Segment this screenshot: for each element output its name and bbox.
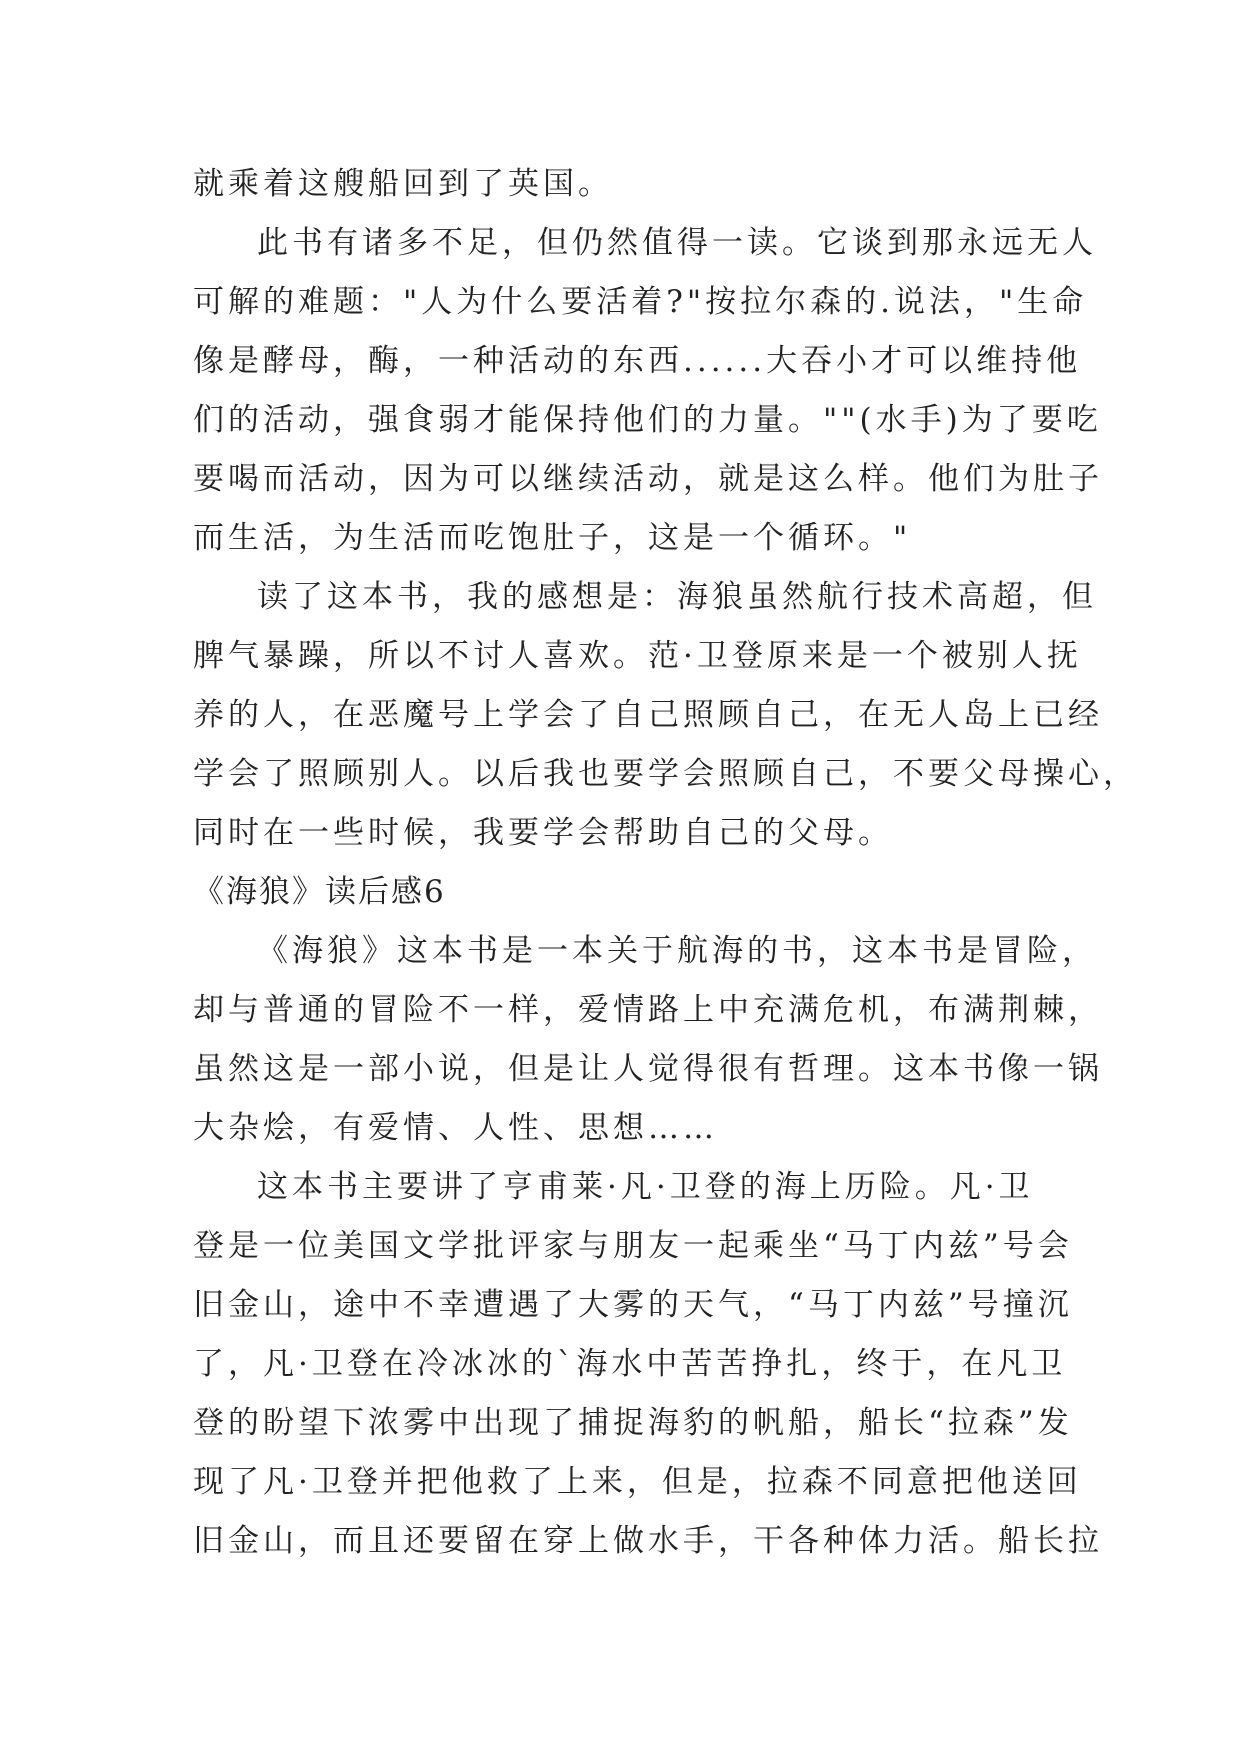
text-line: 此书有诸多不足，但仍然值得一读。它谈到那永远无人 <box>257 225 1097 261</box>
text-line: 像是酵母，酶，一种活动的东西......大吞小才可以维持他 <box>193 343 1082 379</box>
paragraph <box>193 568 1138 863</box>
text-line: 虽然这是一部小说，但是让人觉得很有哲理。这本书像一锅 <box>193 1051 1103 1087</box>
text-line: 登的盼望下浓雾中出现了捕捉海豹的帆船，船长“拉森”发 <box>193 1405 1073 1441</box>
text-line: 登是一位美国文学批评家与朋友一起乘坐“马丁内兹”号会 <box>193 1228 1073 1264</box>
text-line: 这本书主要讲了亨甫莱·凡·卫登的海上历险。凡·卫 <box>257 1169 1034 1205</box>
text-line: 现了凡·卫登并把他救了上来，但是，拉森不同意把他送回 <box>193 1464 1082 1500</box>
text-line: 要喝而活动，因为可以继续活动，就是这么样。他们为肚子 <box>193 461 1103 497</box>
text-line: 就乘着这艘船回到了英国。 <box>193 166 613 202</box>
text-line: 大杂烩，有爱情、人性、思想…… <box>193 1110 718 1146</box>
document-body <box>193 155 1138 1571</box>
text-line: 同时在一些时候，我要学会帮助自己的父母。 <box>193 815 893 851</box>
paragraph <box>193 1158 1103 1571</box>
paragraph <box>193 922 1103 1158</box>
text-line: 脾气暴躁，所以不讨人喜欢。范·卫登原来是一个被别人抚 <box>193 638 1082 674</box>
text-line: 学会了照顾别人。以后我也要学会照顾自己，不要父母操心， <box>193 756 1138 792</box>
text-line: 可解的难题："人为什么要活着?"按拉尔森的.说法，"生命 <box>193 284 1088 320</box>
text-line: 旧金山，途中不幸遭遇了大雾的天气，“马丁内兹”号撞沉 <box>193 1287 1073 1323</box>
section-title: 《海狼》读后感6 <box>193 874 446 910</box>
text-line: 却与普通的冒险不一样，爱情路上中充满危机，布满荆棘， <box>193 992 1103 1028</box>
text-line: 旧金山，而且还要留在穿上做水手，干各种体力活。船长拉 <box>193 1523 1103 1559</box>
text-line: 《海狼》这本书是一本关于航海的书，这本书是冒险， <box>257 933 1097 969</box>
text-line: 了，凡·卫登在冷冰冰的`海水中苦苦挣扎，终于，在凡卫 <box>193 1346 1067 1382</box>
text-line: 读了这本书，我的感想是：海狼虽然航行技术高超，但 <box>257 579 1097 615</box>
paragraph <box>193 214 1103 568</box>
text-line: 养的人，在恶魔号上学会了自己照顾自己，在无人岛上已经 <box>193 697 1103 733</box>
text-line: 们的活动，强食弱才能保持他们的力量。""(水手)为了要吃 <box>193 402 1102 438</box>
text-line: 而生活，为生活而吃饱肚子，这是一个循环。" <box>193 520 912 556</box>
